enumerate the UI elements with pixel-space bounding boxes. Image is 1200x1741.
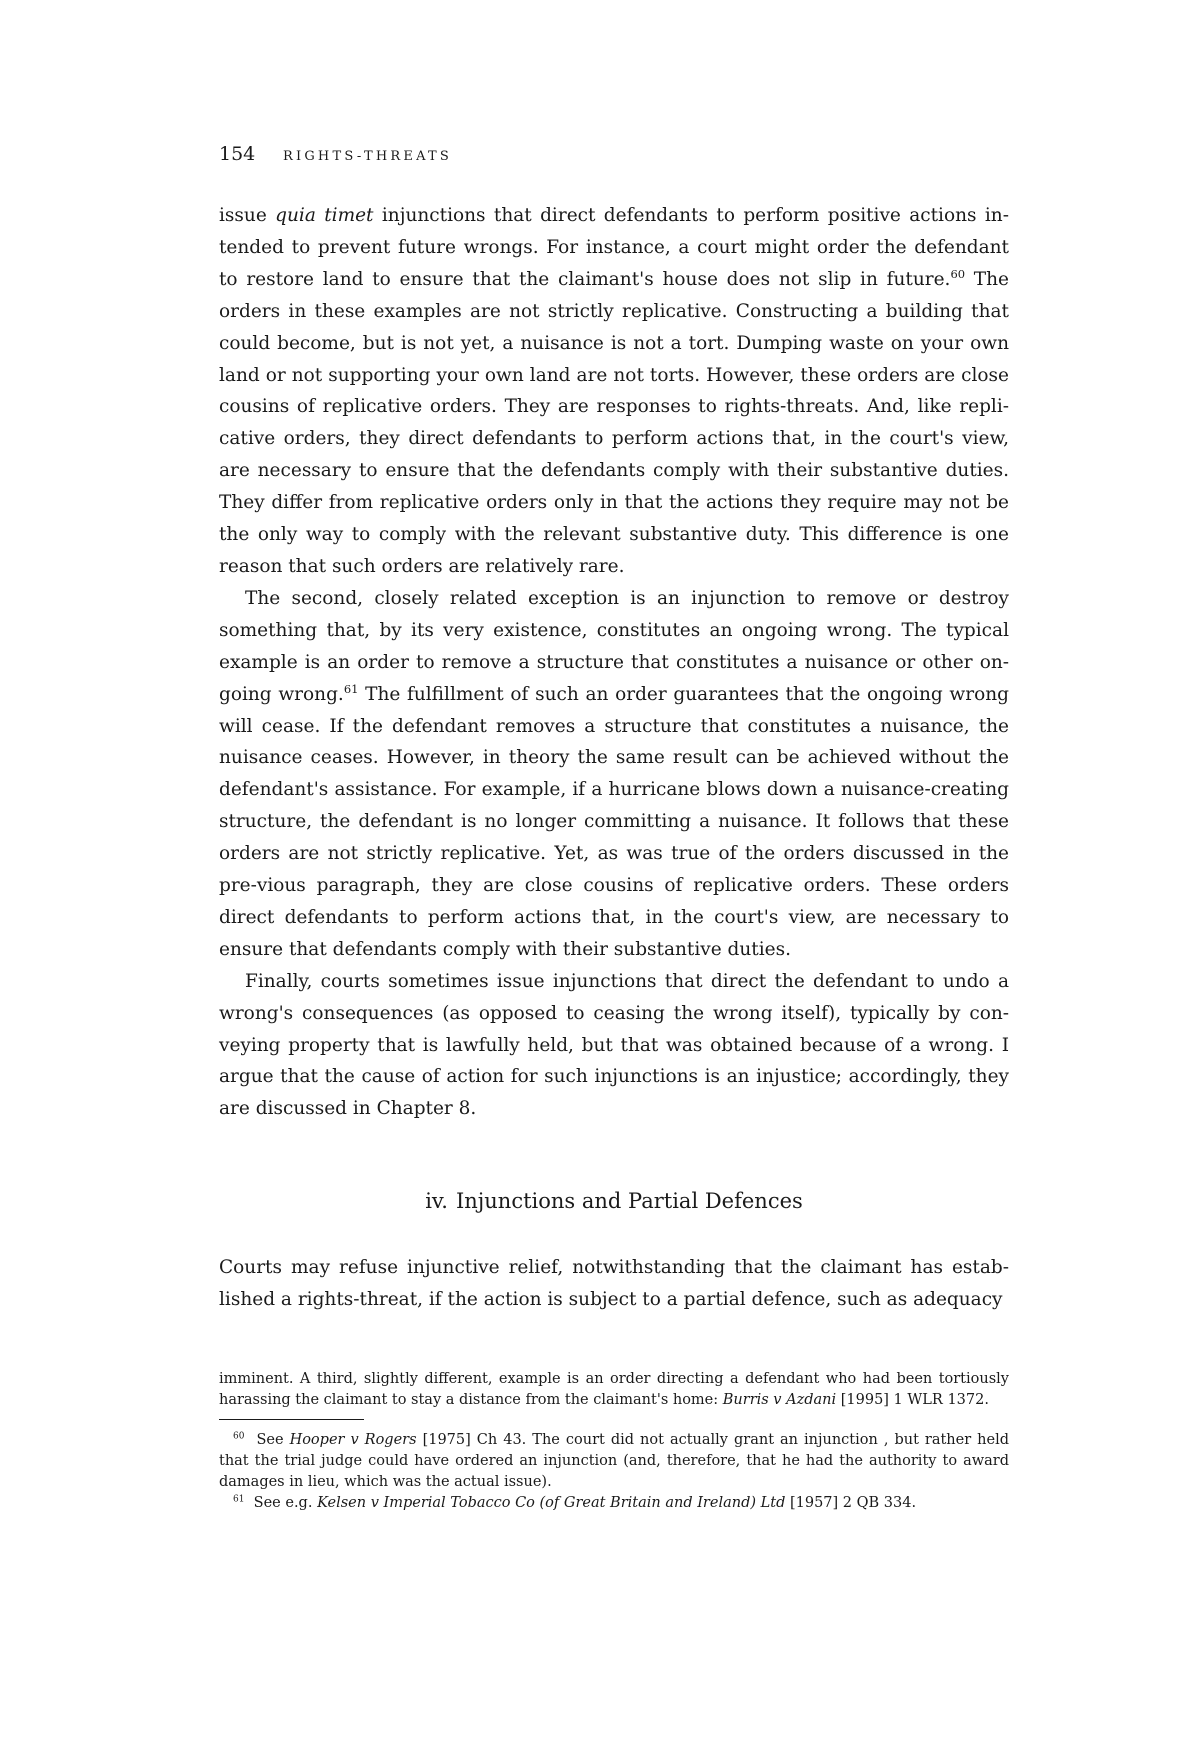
fn-cont-text-a: imminent. A third, slightly different, example is an order directing a defendant who had been tortiously harassing the claimant to stay a distance from the claimant's home: xyxy=(219,1371,1009,1408)
p2-text-b: The fulfillment of such an order guarantees that the ongoing wrong will cease. If the defendant removes a structure that constitutes a nuisance, the nuisance ceases. However, in theory the same result can be achieved without the defendant's assistance. For example, if a hurricane blows down a nuisance-creating structure, the defendant is no longer committing a nuisance. It follows that these orders are not strictly replicative. Yet, as was true of the orders discussed in the pre-vious paragraph, they are close cousins of replicative orders. These orders direct defendants to perform actions that, in the court's view, are necessary to ensure that defendants comply with their substantive duties. xyxy=(219,683,1009,960)
fn60-text-b: [1975] Ch 43. The court did not actually grant an injunction , but rather held that the trial judge could have ordered an injunction (and, therefore, that he had the authority to award damages in lieu, which was the actual issue). xyxy=(219,1432,1009,1490)
fn60-case: Hooper v Rogers xyxy=(289,1432,417,1448)
fn-cont-text-b: [1995] 1 WLR 1372. xyxy=(836,1392,989,1408)
p1-text-b: injunctions that direct defendants to perform positive actions in-tended to prevent future wrongs. For instance, a court might order the defendant to restore land to ensure that the claimant's house does not slip in future. xyxy=(219,205,1009,290)
running-title: RIGHTS-THREATS xyxy=(283,149,452,164)
fn-cont-case: Burris v Azdani xyxy=(722,1392,837,1408)
page-number: 154 xyxy=(219,143,256,165)
footnote-ref-60[interactable]: 60 xyxy=(950,266,966,281)
section-number: iv. xyxy=(425,1189,448,1213)
paragraph-3: Finally, courts sometimes issue injunctions that direct the defendant to undo a wrong's consequences (as opposed to ceasing the wrong itself), typically by con-veying property that is lawfully held, but that was obtained because of a wrong. I argue that the cause of action for such injunctions is an injustice; accordingly, they are discussed in Chapter 8. xyxy=(219,970,1009,1120)
body-text xyxy=(219,200,1009,1125)
fn61-text-a: See e.g. xyxy=(253,1495,318,1511)
fn61-text-b: [1957] 2 QB 334. xyxy=(785,1495,917,1511)
footnote-divider xyxy=(219,1419,364,1420)
footnote-60 xyxy=(219,1430,1009,1493)
fn61-case: Kelsen v Imperial Tobacco Co (of Great Britain and Ireland) Ltd xyxy=(317,1495,786,1511)
paragraph-2 xyxy=(219,583,1009,966)
p1-italic-term: quia timet xyxy=(275,205,374,226)
footnote-marker-61: 61 xyxy=(233,1494,245,1505)
p1-text-c: The orders in these examples are not strictly replicative. Constructing a building that could become, but is not yet, a nuisance is not a tort. Dumping waste on your own land or not supporting your own land are not torts. However, these orders are close cousins of replicative orders. They are responses to rights-threats. And, like repli-cative orders, they direct defendants to perform actions that, in the court's view, are necessary to ensure that the defendants comply with their substantive duties. They differ from replicative orders only in that the actions they require may not be the only way to comply with the relevant substantive duty. This difference is one reason that such orders are relatively rare. xyxy=(219,268,1009,577)
section-heading xyxy=(219,1186,1009,1216)
section-body xyxy=(219,1252,1009,1316)
section-title: Injunctions and Partial Defences xyxy=(455,1189,803,1213)
footnote-61 xyxy=(219,1493,1009,1514)
paragraph-1 xyxy=(219,200,1009,583)
fn60-text-a: See xyxy=(256,1432,290,1448)
p1-text-a: issue xyxy=(219,205,276,226)
section-paragraph: Courts may refuse injunctive relief, notwithstanding that the claimant has estab-lished a rights-threat, if the action is subject to a partial defence, such as adequacy xyxy=(219,1257,1009,1310)
footnote-ref-61[interactable]: 61 xyxy=(343,681,359,696)
footnote-marker-60: 60 xyxy=(233,1431,245,1442)
footnote-continued xyxy=(219,1369,1009,1411)
footnotes xyxy=(219,1369,1009,1514)
running-head xyxy=(219,142,1009,169)
p2-text-a: The second, closely related exception is an injunction to remove or destroy something that, by its very existence, constitutes an ongoing wrong. The typical example is an order to remove a structure that constitutes a nuisance or other on-going wrong. xyxy=(219,587,1009,705)
